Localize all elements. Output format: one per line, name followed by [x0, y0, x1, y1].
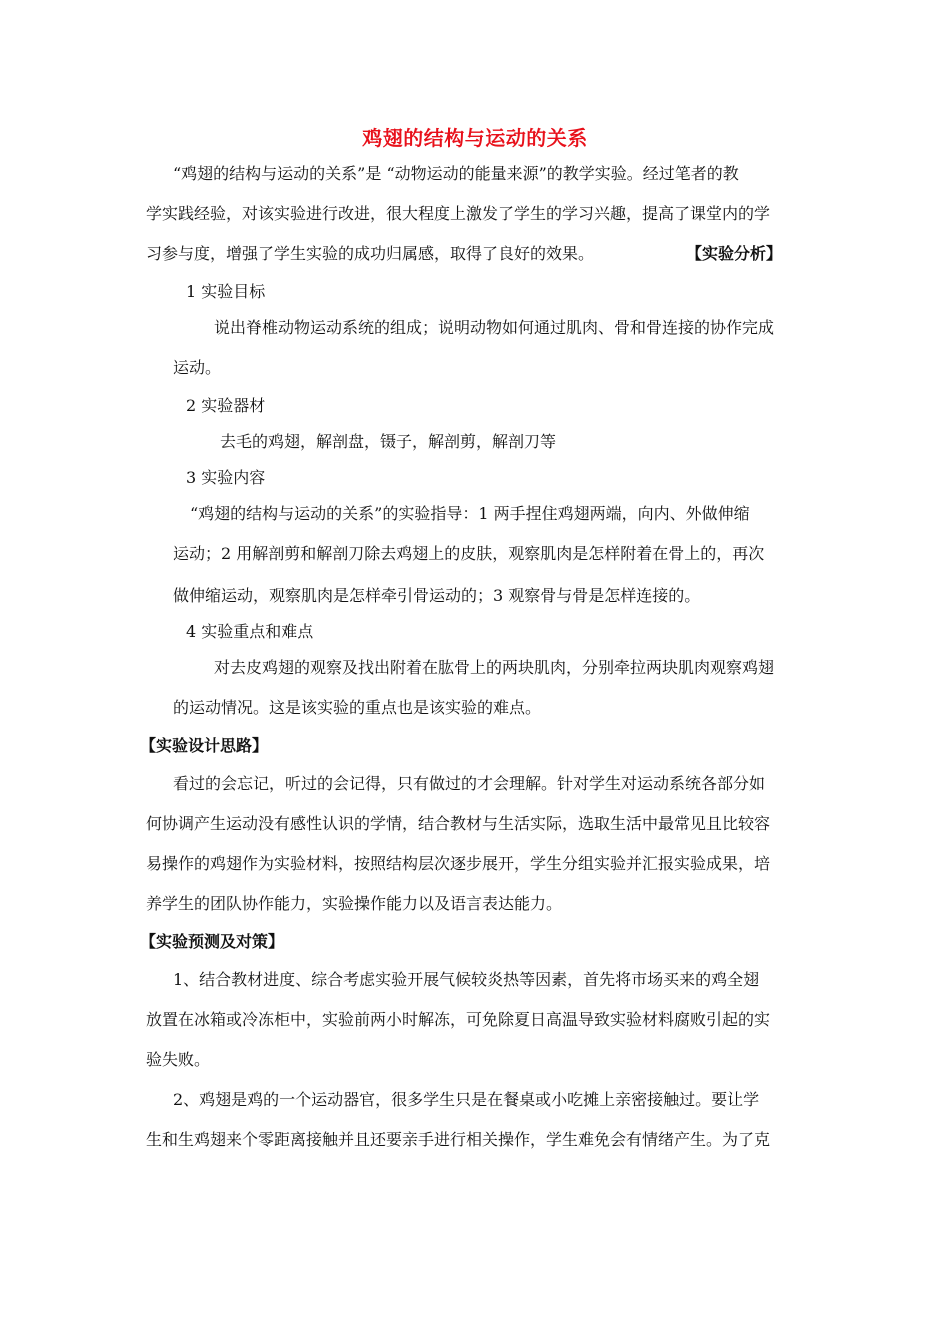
prediction-p2-line-1: 2、鸡翅是鸡的一个运动器官，很多学生只是在餐桌或小吃摊上亲密接触过。要让学 [173, 1090, 760, 1109]
section-1-line-2: 运动。 [173, 358, 222, 377]
design-line-1: 看过的会忘记，听过的会记得，只有做过的才会理解。针对学生对运动系统各部分如 [173, 774, 766, 793]
section-2-heading: 2 实验器材 [186, 396, 266, 415]
section-4-line-1: 对去皮鸡翅的观察及找出附着在肱骨上的两块肌肉，分别牵拉两块肌肉观察鸡翅 [214, 658, 775, 677]
intro-line-2: 学实践经验，对该实验进行改进，很大程度上激发了学生的学习兴趣，提高了课堂内的学 [146, 204, 771, 223]
prediction-p1-line-2: 放置在冰箱或冷冻柜中，实验前两小时解冻，可免除夏日高温导致实验材料腐败引起的实 [146, 1010, 771, 1029]
document-title: 鸡翅的结构与运动的关系 [362, 126, 588, 150]
section-3-heading: 3 实验内容 [186, 468, 266, 487]
section-1-heading: 1 实验目标 [186, 282, 266, 301]
intro-line-1: “鸡翅的结构与运动的关系”是 “动物运动的能量来源”的教学实验。经过笔者的教 [173, 164, 739, 183]
analysis-heading: 【实验分析】 [686, 244, 783, 263]
section-3-line-1: “鸡翅的结构与运动的关系”的实验指导：1 两手捏住鸡翅两端，向内、外做伸缩 [190, 504, 750, 523]
prediction-p2-line-2: 生和生鸡翅来个零距离接触并且还要亲手进行相关操作，学生难免会有情绪产生。为了克 [146, 1130, 771, 1149]
prediction-heading: 【实验预测及对策】 [140, 932, 285, 951]
prediction-p1-line-1: 1、结合教材进度、综合考虑实验开展气候较炎热等因素，首先将市场买来的鸡全翅 [173, 970, 760, 989]
section-3-line-3: 做伸缩运动，观察肌肉是怎样牵引骨运动的；3 观察骨与骨是怎样连接的。 [173, 586, 701, 605]
design-heading: 【实验设计思路】 [140, 736, 269, 755]
prediction-p1-line-3: 验失败。 [146, 1050, 211, 1069]
design-line-3: 易操作的鸡翅作为实验材料，按照结构层次逐步展开，学生分组实验并汇报实验成果，培 [146, 854, 771, 873]
section-4-line-2: 的运动情况。这是该实验的重点也是该实验的难点。 [173, 698, 542, 717]
section-3-line-2: 运动；2 用解剖剪和解剖刀除去鸡翅上的皮肤，观察肌肉是怎样附着在骨上的，再次 [173, 544, 765, 563]
intro-line-3: 习参与度，增强了学生实验的成功归属感，取得了良好的效果。 [146, 244, 595, 263]
design-line-4: 养学生的团队协作能力，实验操作能力以及语言表达能力。 [146, 894, 563, 913]
section-4-heading: 4 实验重点和难点 [186, 622, 314, 641]
design-line-2: 何协调产生运动没有感性认识的学情，结合教材与生活实际，选取生活中最常见且比较容 [146, 814, 771, 833]
section-2-line-1: 去毛的鸡翅，解剖盘，镊子，解剖剪，解剖刀等 [220, 432, 557, 451]
section-1-line-1: 说出脊椎动物运动系统的组成；说明动物如何通过肌肉、骨和骨连接的协作完成 [214, 318, 775, 337]
